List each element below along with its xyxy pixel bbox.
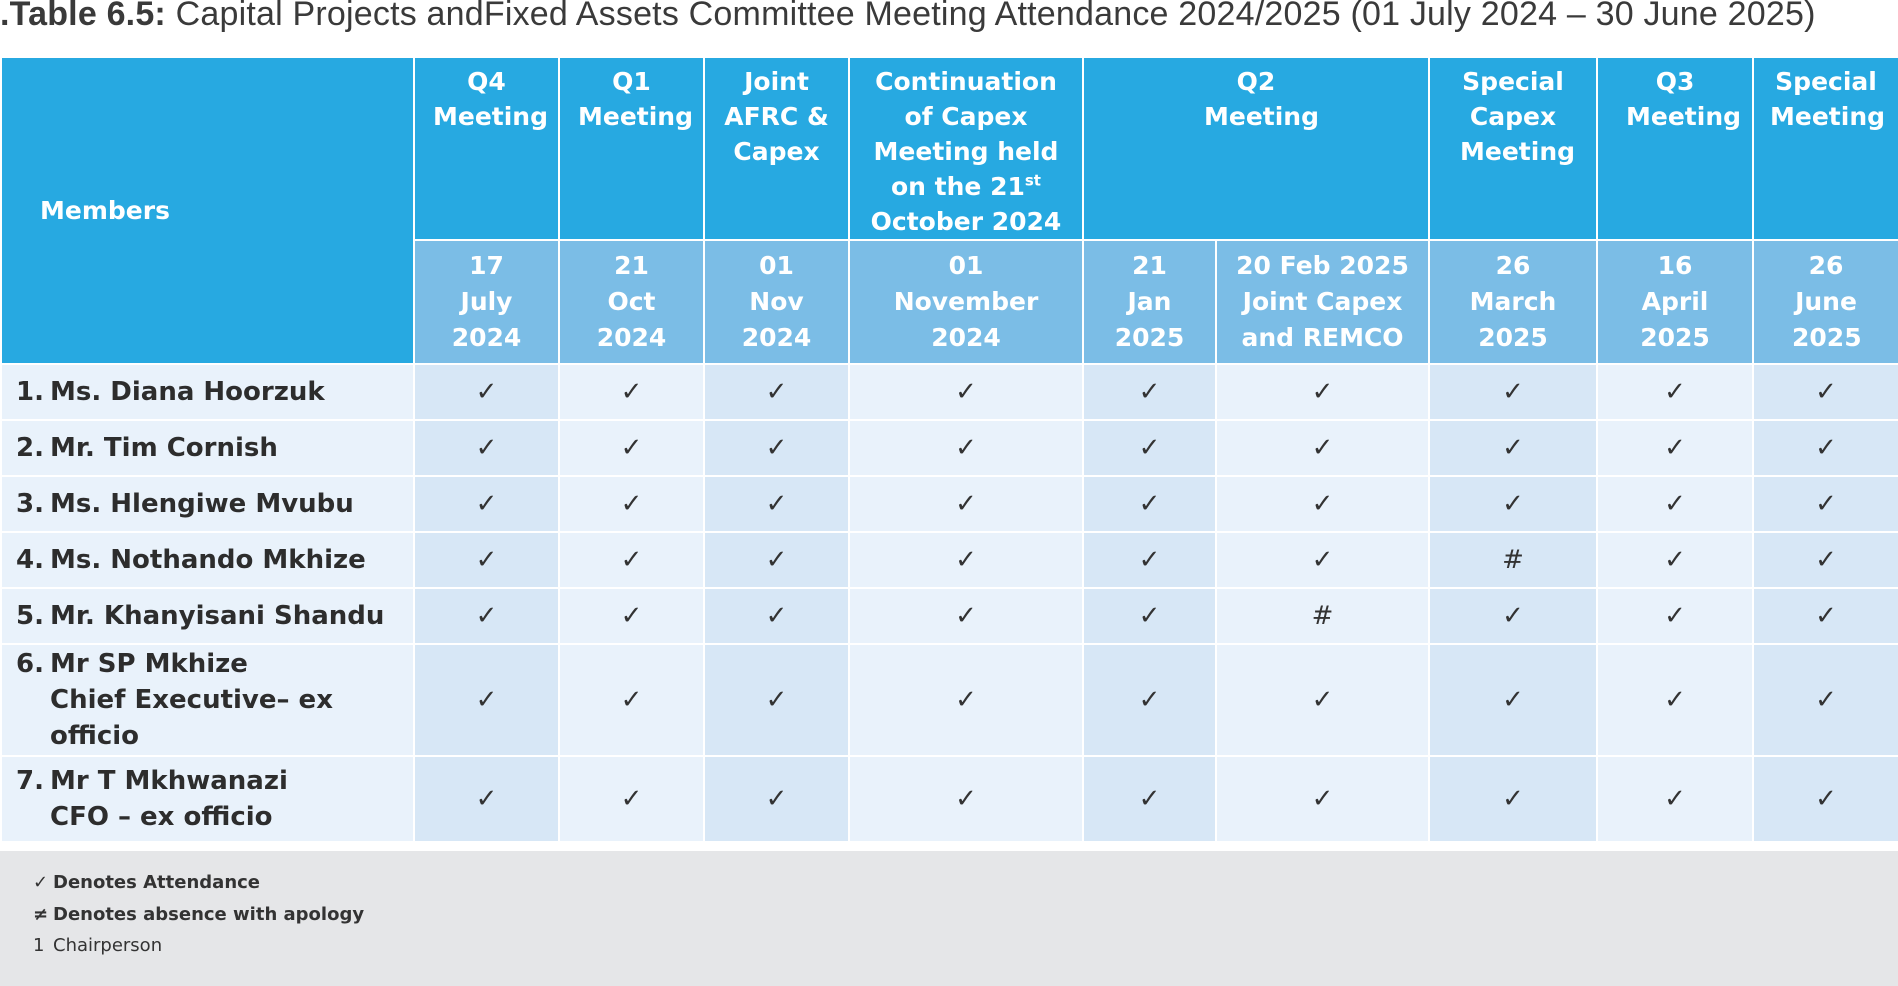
member-number: 6. — [16, 649, 44, 679]
attendance-mark: ✓ — [559, 756, 704, 842]
attendance-mark: ✓ — [1597, 756, 1753, 842]
apology-mark: # — [1216, 588, 1429, 644]
attendance-mark: ✓ — [1429, 588, 1597, 644]
attendance-mark: ✓ — [704, 532, 849, 588]
meeting-header-text: Continuation of Capex Meeting held on the 21 — [873, 67, 1059, 201]
attendance-mark: ✓ — [414, 476, 559, 532]
legend — [0, 851, 1898, 986]
member-name: Ms. Hlengiwe Mvubu — [50, 489, 354, 519]
meeting-date: 26 March 2025 — [1429, 240, 1597, 364]
meeting-date: 01 Nov 2024 — [704, 240, 849, 364]
table-row — [1, 420, 1898, 476]
member-cell — [1, 588, 414, 644]
legend-apology — [33, 904, 364, 925]
not-equal-icon: ≠ — [33, 904, 49, 925]
attendance-mark: ✓ — [1597, 644, 1753, 756]
attendance-mark: ✓ — [1597, 476, 1753, 532]
attendance-mark: ✓ — [1083, 420, 1216, 476]
attendance-mark: ✓ — [849, 420, 1083, 476]
member-cell — [1, 420, 414, 476]
attendance-mark: ✓ — [1083, 756, 1216, 842]
attendance-mark: ✓ — [849, 756, 1083, 842]
apology-mark: # — [1429, 532, 1597, 588]
attendance-mark: ✓ — [1753, 532, 1898, 588]
attendance-mark: ✓ — [704, 476, 849, 532]
table-row — [1, 588, 1898, 644]
member-name: Mr T Mkhwanazi — [50, 766, 288, 796]
attendance-mark: ✓ — [849, 644, 1083, 756]
legend-attendance — [33, 872, 260, 893]
table-row — [1, 644, 1898, 756]
meeting-date: 21 Jan 2025 — [1083, 240, 1216, 364]
attendance-mark: ✓ — [1429, 756, 1597, 842]
meeting-header-sup: st — [1024, 171, 1041, 190]
attendance-table — [0, 56, 1898, 843]
table-row — [1, 532, 1898, 588]
attendance-mark: ✓ — [1216, 364, 1429, 420]
member-name: Mr. Khanyisani Shandu — [50, 601, 385, 631]
member-cell — [1, 476, 414, 532]
attendance-mark: ✓ — [1753, 476, 1898, 532]
member-number: 5. — [16, 601, 44, 631]
attendance-mark: ✓ — [704, 644, 849, 756]
meeting-date: 21 Oct 2024 — [559, 240, 704, 364]
attendance-mark: ✓ — [849, 476, 1083, 532]
attendance-mark: ✓ — [559, 364, 704, 420]
attendance-mark: ✓ — [1216, 532, 1429, 588]
attendance-mark: ✓ — [1753, 644, 1898, 756]
attendance-mark: ✓ — [704, 588, 849, 644]
attendance-mark: ✓ — [559, 476, 704, 532]
legend-attendance-text: Denotes Attendance — [53, 872, 261, 893]
attendance-mark: ✓ — [1083, 644, 1216, 756]
attendance-mark: ✓ — [1753, 756, 1898, 842]
attendance-mark: ✓ — [704, 364, 849, 420]
member-name: Mr. Tim Cornish — [50, 433, 278, 463]
member-role: CFO – ex officio — [50, 802, 273, 832]
member-number: 3. — [16, 489, 44, 519]
member-role: Chief Executive– ex officio — [50, 685, 333, 751]
attendance-mark: ✓ — [1083, 532, 1216, 588]
meeting-header: Special Meeting — [1753, 57, 1898, 240]
attendance-mark: ✓ — [414, 756, 559, 842]
attendance-mark: ✓ — [1429, 644, 1597, 756]
member-cell — [1, 364, 414, 420]
attendance-mark: ✓ — [1597, 364, 1753, 420]
table-row — [1, 476, 1898, 532]
attendance-mark: ✓ — [1216, 756, 1429, 842]
attendance-mark: ✓ — [414, 364, 559, 420]
attendance-mark: ✓ — [559, 420, 704, 476]
attendance-mark: ✓ — [1216, 476, 1429, 532]
attendance-mark: ✓ — [559, 644, 704, 756]
meeting-date: 16 April 2025 — [1597, 240, 1753, 364]
member-number: 4. — [16, 545, 44, 575]
member-number: 2. — [16, 433, 44, 463]
meeting-header: Q2 Meeting — [1083, 57, 1429, 240]
attendance-mark: ✓ — [414, 420, 559, 476]
attendance-mark: ✓ — [559, 588, 704, 644]
member-cell — [1, 756, 414, 842]
meeting-date: 20 Feb 2025 Joint Capex and REMCO — [1216, 240, 1429, 364]
meeting-header-text: October 2024 — [870, 207, 1062, 236]
attendance-mark: ✓ — [849, 588, 1083, 644]
legend-chair-text: Chairperson — [53, 935, 163, 956]
meeting-header — [849, 57, 1083, 240]
attendance-mark: ✓ — [414, 588, 559, 644]
attendance-mark: ✓ — [704, 756, 849, 842]
attendance-mark: ✓ — [414, 644, 559, 756]
meeting-header-row — [1, 57, 1898, 240]
check-icon: ✓ — [33, 872, 49, 893]
table-row — [1, 756, 1898, 842]
member-cell — [1, 644, 414, 756]
member-number: 7. — [16, 766, 44, 796]
meeting-header: Q3 Meeting — [1597, 57, 1753, 240]
meeting-header: Special Capex Meeting — [1429, 57, 1597, 240]
attendance-mark: ✓ — [704, 420, 849, 476]
member-number: 1. — [16, 377, 44, 407]
attendance-mark: ✓ — [414, 532, 559, 588]
meeting-date: 01 November 2024 — [849, 240, 1083, 364]
table-title — [0, 0, 1898, 34]
attendance-rows — [1, 364, 1898, 842]
attendance-mark: ✓ — [849, 532, 1083, 588]
members-header: Members — [1, 57, 414, 364]
attendance-mark: ✓ — [1083, 476, 1216, 532]
legend-chair — [33, 935, 162, 956]
attendance-mark: ✓ — [1597, 420, 1753, 476]
attendance-mark: ✓ — [1083, 364, 1216, 420]
meeting-header: Joint AFRC & Capex — [704, 57, 849, 240]
attendance-mark: ✓ — [1429, 476, 1597, 532]
table-row — [1, 364, 1898, 420]
attendance-mark: ✓ — [1597, 588, 1753, 644]
member-name: Mr SP Mkhize — [50, 649, 248, 679]
attendance-mark: ✓ — [559, 532, 704, 588]
attendance-mark: ✓ — [1216, 420, 1429, 476]
meeting-header: Q4 Meeting — [414, 57, 559, 240]
attendance-mark: ✓ — [1429, 420, 1597, 476]
attendance-mark: ✓ — [1597, 532, 1753, 588]
member-name: Ms. Diana Hoorzuk — [50, 377, 325, 407]
meeting-date: 26 June 2025 — [1753, 240, 1898, 364]
attendance-mark: ✓ — [1753, 420, 1898, 476]
attendance-mark: ✓ — [1429, 364, 1597, 420]
member-cell — [1, 532, 414, 588]
attendance-mark: ✓ — [1753, 364, 1898, 420]
legend-apology-text: Denotes absence with apology — [53, 904, 365, 925]
table-caption: Capital Projects andFixed Assets Committee Meeting Attendance 2024/2025 (01 July 2024 – 30 June 2025) — [165, 0, 1816, 33]
attendance-mark: ✓ — [1216, 644, 1429, 756]
attendance-mark: ✓ — [1083, 588, 1216, 644]
meeting-date: 17 July 2024 — [414, 240, 559, 364]
attendance-mark: ✓ — [1753, 588, 1898, 644]
legend-chair-symbol: 1 — [33, 935, 45, 956]
attendance-mark: ✓ — [849, 364, 1083, 420]
meeting-header: Q1 Meeting — [559, 57, 704, 240]
table-number: .Table 6.5: — [0, 0, 166, 33]
member-name: Ms. Nothando Mkhize — [50, 545, 366, 575]
